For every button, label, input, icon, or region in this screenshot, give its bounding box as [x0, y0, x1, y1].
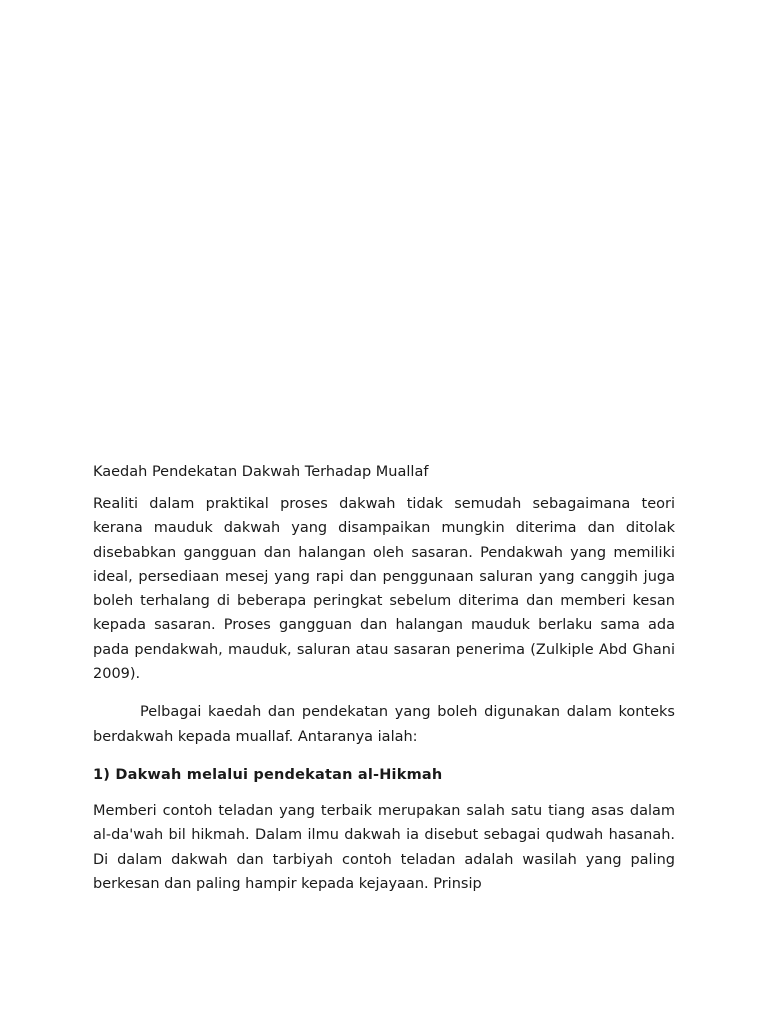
paragraph-pelbagai: Pelbagai kaedah dan pendekatan yang boleh digunakan dalam konteks berdakwah kepada muallaf. Antaranya ialah:	[93, 704, 675, 745]
paragraph-memberi: Memberi contoh teladan yang terbaik merupakan salah satu tiang asas dalam al-da'wah bil hikmah. Dalam ilmu dakwah ia disebut sebagai qudwah hasanah. Di dalam dakwah dan tarbiyah contoh teladan adalah wasilah yang paling berkesan dan paling hampir kepada kejayaan. Prinsip	[93, 802, 675, 892]
document-title: Kaedah Pendekatan Dakwah Terhadap Muallaf	[93, 464, 429, 480]
document-page	[93, 460, 675, 910]
section-heading-hikmah: 1) Dakwah melalui pendekatan al-Hikmah	[93, 766, 443, 783]
paragraph-realiti: Realiti dalam praktikal proses dakwah tidak semudah sebagaimana teori kerana mauduk dakwah yang disampaikan mungkin diterima dan ditolak disebabkan gangguan dan halangan oleh sasaran. Pendakwah yang memiliki ideal, persediaan mesej yang rapi dan penggunaan saluran yang canggih juga boleh terhalang di beberapa peringkat sebelum diterima dan memberi kesan kepada sasaran. Proses gangguan dan halangan mauduk berlaku sama ada pada pendakwah, mauduk, saluran atau sasaran penerima (Zulkiple Abd Ghani 2009).	[93, 496, 675, 683]
